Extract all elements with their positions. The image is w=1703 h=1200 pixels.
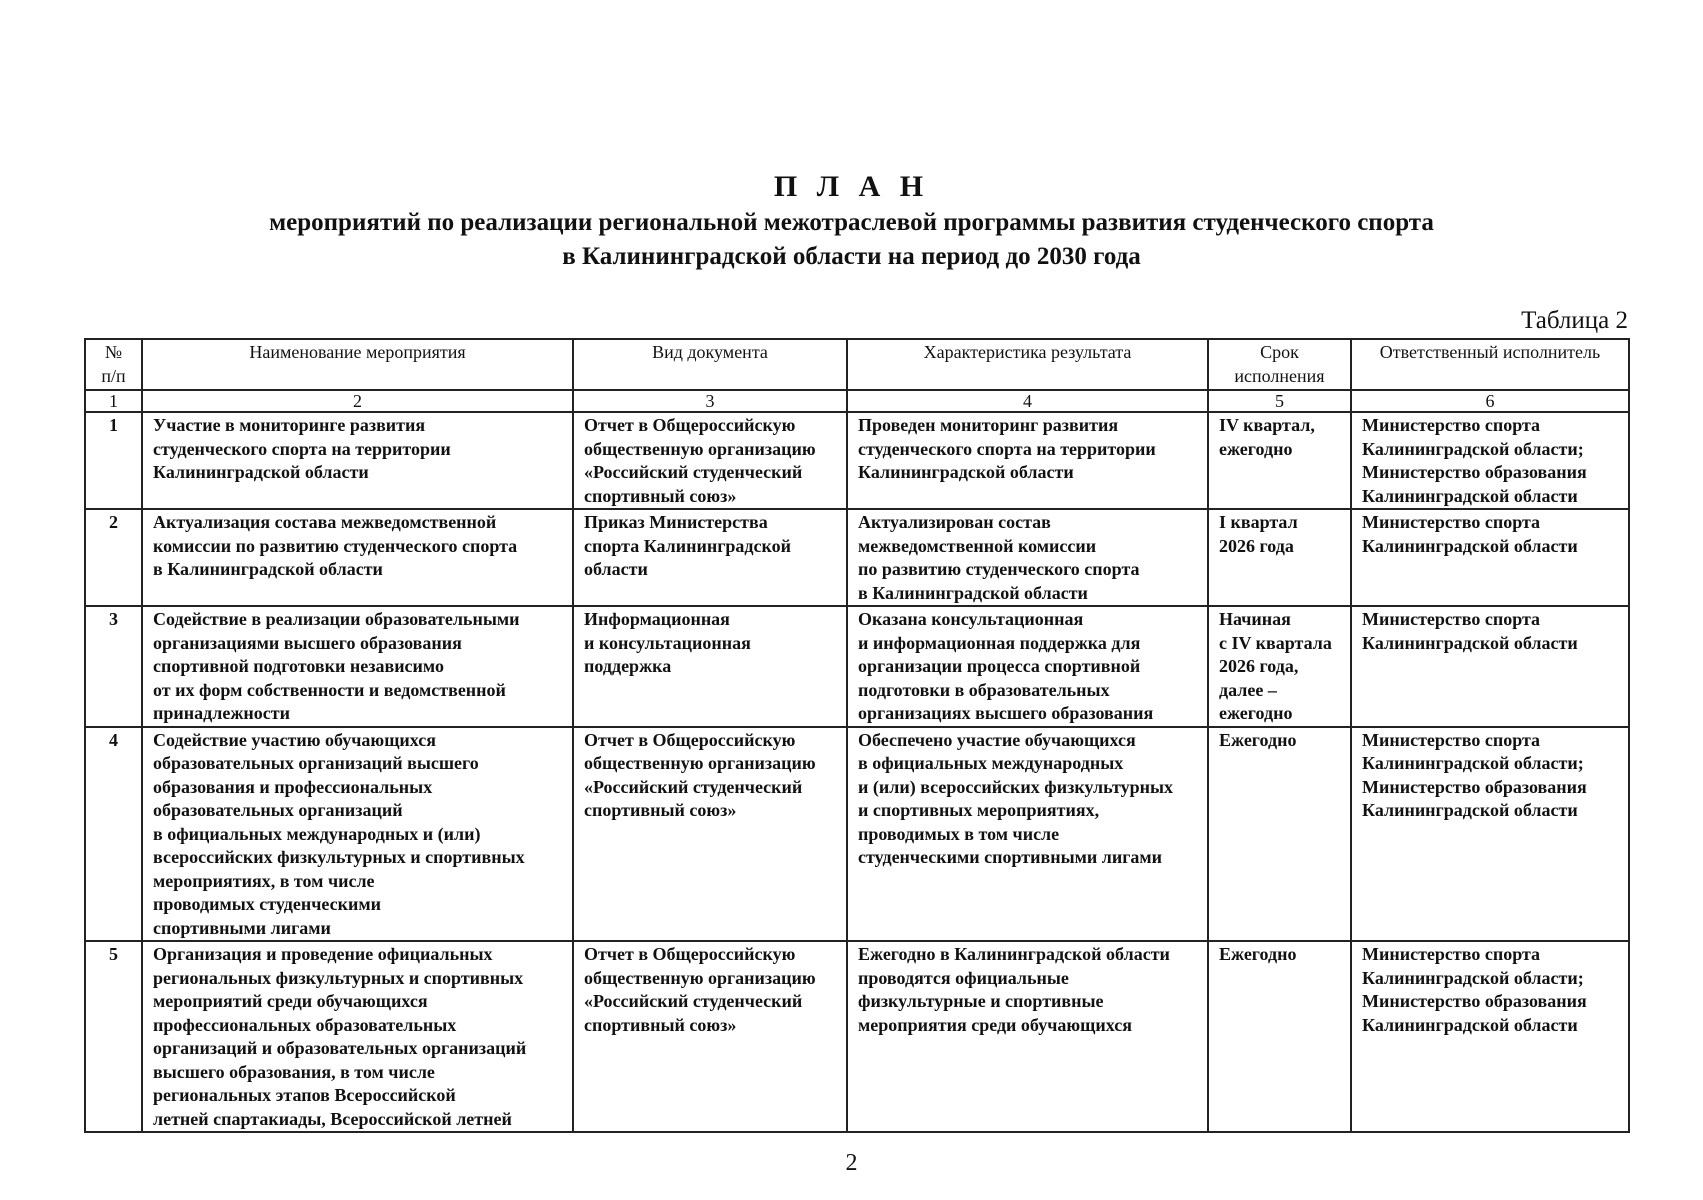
cell-number: 3 [85, 606, 142, 727]
plan-table [84, 338, 1630, 1133]
cell-number: 2 [85, 509, 142, 606]
cell-executor-line: Калининградской области [1362, 632, 1578, 653]
cell-term-line: I квартал [1219, 512, 1298, 532]
header-event-name [142, 339, 573, 390]
header-number-line: № [104, 342, 123, 362]
column-number: 3 [573, 390, 847, 412]
cell-result-line: мероприятия среди обучающихся [858, 1014, 1132, 1035]
cell-event-name-line: образовательных организаций высшего [153, 753, 479, 773]
cell-executor-line: Министерство образования [1362, 991, 1587, 1011]
cell-result-line: проводимых в том числе [858, 823, 1060, 844]
column-number: 2 [142, 390, 573, 412]
cell-document-type-line: «Российский студенческий [584, 991, 803, 1011]
header-result-text: Характеристика результата [923, 342, 1132, 362]
cell-executor-line: Калининградской области; [1362, 967, 1584, 988]
cell-event-name-line: Участие в мониторинге развития [153, 415, 426, 435]
cell-event-name-line: организаций и образовательных организаций [153, 1038, 527, 1058]
cell-executor-line: Калининградской области [1362, 535, 1578, 556]
cell-term [1208, 412, 1351, 509]
table-row [85, 509, 1629, 606]
cell-event-name-line: образования и профессиональных [153, 776, 433, 797]
cell-term [1208, 509, 1351, 606]
cell-result-line: и спортивных мероприятиях, [858, 800, 1100, 820]
cell-event-name-line: принадлежности [153, 703, 290, 723]
cell-executor-line: Калининградской области [1362, 800, 1578, 820]
cell-document-type-line: общественную организацию [584, 967, 816, 988]
cell-event-name [142, 412, 573, 509]
cell-executor-line: Министерство спорта [1362, 415, 1541, 435]
cell-executor-line: Министерство спорта [1362, 512, 1541, 532]
cell-result-line: Калининградской области [858, 462, 1074, 482]
cell-document-type [573, 941, 847, 1132]
cell-executor [1351, 941, 1629, 1132]
cell-event-name-line: профессиональных образовательных [153, 1014, 457, 1035]
cell-result-line: физкультурные и спортивные [858, 991, 1104, 1011]
cell-executor [1351, 509, 1629, 606]
cell-document-type-line: спорта Калининградской [584, 535, 792, 556]
cell-result-line: подготовки в образовательных [858, 679, 1110, 700]
title-block [0, 168, 1703, 274]
cell-event-name-line: в официальных международных и (или) [153, 823, 481, 844]
cell-document-type-line: общественную организацию [584, 438, 816, 459]
table-row [85, 941, 1629, 1132]
cell-result-line: организации процесса спортивной [858, 656, 1141, 676]
cell-result-line: межведомственной комиссии [858, 535, 1097, 556]
cell-term-line: Ежегодно [1219, 944, 1297, 964]
cell-executor [1351, 412, 1629, 509]
cell-document-type [573, 606, 847, 727]
column-number: 1 [85, 390, 142, 412]
cell-term-line: ежегодно [1219, 438, 1293, 459]
table-row [85, 727, 1629, 942]
cell-executor-line: Калининградской области [1362, 1014, 1578, 1035]
cell-document-type-line: Отчет в Общероссийскую [584, 729, 796, 750]
cell-document-type-line: Отчет в Общероссийскую [584, 415, 796, 435]
header-number-line: п/п [101, 365, 126, 386]
header-term-line: Срок [1260, 342, 1299, 362]
cell-executor-line: Министерство образования [1362, 776, 1587, 797]
header-executor-text: Ответственный исполнитель [1379, 342, 1601, 362]
cell-document-type-line: спортивный союз» [584, 1014, 737, 1035]
cell-document-type [573, 509, 847, 606]
cell-result-line: студенческими спортивными лигами [858, 847, 1163, 867]
column-number: 4 [847, 390, 1208, 412]
cell-executor-line: Калининградской области; [1362, 438, 1584, 459]
cell-result-line: Проведен мониторинг развития [858, 415, 1119, 435]
cell-event-name-line: спортивной подготовки независимо [153, 656, 444, 676]
cell-event-name-line: Калининградской области [153, 462, 369, 482]
cell-event-name-line: в Калининградской области [153, 559, 383, 579]
cell-event-name [142, 727, 573, 942]
cell-term [1208, 606, 1351, 727]
cell-executor [1351, 606, 1629, 727]
cell-result-line: Оказана консультационная [858, 609, 1084, 629]
cell-result-line: Актуализирован состав [858, 512, 1051, 532]
header-result [847, 339, 1208, 390]
cell-term-line: IV квартал, [1219, 415, 1315, 435]
cell-document-type-line: Приказ Министерства [584, 512, 768, 532]
document-subtitle-line-2: в Калининградской области на период до 2030 года [562, 243, 1141, 270]
cell-event-name-line: региональных физкультурных и спортивных [153, 967, 524, 988]
cell-result [847, 412, 1208, 509]
cell-document-type-line: «Российский студенческий [584, 462, 803, 482]
header-number [85, 339, 142, 390]
table-header-row [85, 339, 1629, 390]
column-number: 5 [1208, 390, 1351, 412]
cell-term-line: далее – [1219, 679, 1277, 700]
cell-result [847, 509, 1208, 606]
cell-event-name-line: от их форм собственности и ведомственной [153, 679, 506, 700]
cell-result-line: Ежегодно в Калининградской области [858, 944, 1170, 964]
cell-document-type-line: общественную организацию [584, 753, 816, 773]
cell-result-line: и информационная поддержка для [858, 632, 1141, 653]
cell-document-type-line: спортивный союз» [584, 800, 737, 820]
table-row [85, 412, 1629, 509]
cell-event-name-line: мероприятиях, в том числе [153, 870, 375, 891]
cell-term-line: 2026 года [1219, 535, 1294, 556]
cell-result-line: студенческого спорта на территории [858, 438, 1156, 459]
cell-document-type-line: спортивный союз» [584, 485, 737, 506]
column-number-row [85, 390, 1629, 412]
document-subtitle-line-1: мероприятий по реализации региональной межотраслевой программы развития студенческого спорта [269, 209, 1434, 236]
cell-event-name-line: организациями высшего образования [153, 632, 462, 653]
table-label: Таблица 2 [1521, 307, 1628, 334]
page-number: 2 [845, 1150, 858, 1176]
cell-document-type [573, 727, 847, 942]
cell-result-line: Обеспечено участие обучающихся [858, 729, 1136, 750]
cell-document-type-line: области [584, 559, 648, 579]
cell-document-type-line: Информационная [584, 609, 730, 629]
cell-result-line: по развитию студенческого спорта [858, 559, 1140, 579]
document-title: П Л А Н [773, 170, 930, 203]
table-row [85, 606, 1629, 727]
cell-event-name-line: спортивными лигами [153, 917, 331, 938]
cell-document-type-line: Отчет в Общероссийскую [584, 944, 796, 964]
cell-event-name-line: мероприятий среди обучающихся [153, 991, 428, 1011]
cell-event-name-line: высшего образования, в том числе [153, 1061, 435, 1082]
cell-term [1208, 727, 1351, 942]
cell-term-line: Ежегодно [1219, 729, 1297, 750]
header-executor [1351, 339, 1629, 390]
cell-event-name-line: Содействие в реализации образовательными [153, 609, 520, 629]
cell-event-name-line: студенческого спорта на территории [153, 438, 451, 459]
cell-term-line: ежегодно [1219, 703, 1293, 723]
cell-event-name-line: региональных этапов Всероссийской [153, 1085, 456, 1105]
header-term-line: исполнения [1234, 365, 1325, 386]
cell-result-line: в официальных международных [858, 753, 1124, 773]
cell-result [847, 606, 1208, 727]
cell-event-name-line: всероссийских физкультурных и спортивных [153, 847, 525, 867]
cell-executor-line: Министерство спорта [1362, 609, 1541, 629]
cell-result [847, 941, 1208, 1132]
header-document-type-text: Вид документа [652, 342, 768, 362]
column-number: 6 [1351, 390, 1629, 412]
header-event-name-text: Наименование мероприятия [249, 342, 466, 362]
cell-result-line: организациях высшего образования [858, 703, 1154, 723]
cell-result-line: в Калининградской области [858, 582, 1088, 603]
cell-executor-line: Калининградской области; [1362, 753, 1584, 773]
cell-term [1208, 941, 1351, 1132]
cell-event-name-line: летней спартакиады, Всероссийской летней [153, 1108, 512, 1129]
cell-event-name-line: проводимых студенческими [153, 894, 381, 914]
cell-executor [1351, 727, 1629, 942]
cell-result-line: проводятся официальные [858, 967, 1069, 988]
cell-document-type-line: и консультационная [584, 632, 751, 653]
cell-document-type-line: поддержка [584, 656, 672, 676]
cell-term-line: 2026 года, [1219, 656, 1299, 676]
cell-result-line: и (или) всероссийских физкультурных [858, 776, 1173, 797]
cell-event-name [142, 509, 573, 606]
cell-document-type [573, 412, 847, 509]
cell-executor-line: Министерство образования [1362, 462, 1587, 482]
cell-number: 5 [85, 941, 142, 1132]
cell-event-name [142, 941, 573, 1132]
cell-event-name-line: Организация и проведение официальных [153, 944, 493, 964]
cell-term-line: с IV квартала [1219, 632, 1332, 653]
cell-event-name-line: образовательных организаций [153, 800, 403, 820]
cell-executor-line: Министерство спорта [1362, 944, 1541, 964]
cell-document-type-line: «Российский студенческий [584, 776, 803, 797]
cell-number: 1 [85, 412, 142, 509]
cell-executor-line: Министерство спорта [1362, 729, 1541, 750]
header-term [1208, 339, 1351, 390]
cell-event-name-line: Актуализация состава межведомственной [153, 512, 497, 532]
cell-executor-line: Калининградской области [1362, 485, 1578, 506]
header-document-type [573, 339, 847, 390]
cell-number: 4 [85, 727, 142, 942]
cell-event-name-line: комиссии по развитию студенческого спорта [153, 535, 518, 556]
cell-result [847, 727, 1208, 942]
table-body [85, 412, 1629, 1132]
cell-event-name-line: Содействие участию обучающихся [153, 729, 436, 750]
cell-event-name [142, 606, 573, 727]
cell-term-line: Начиная [1219, 609, 1291, 629]
